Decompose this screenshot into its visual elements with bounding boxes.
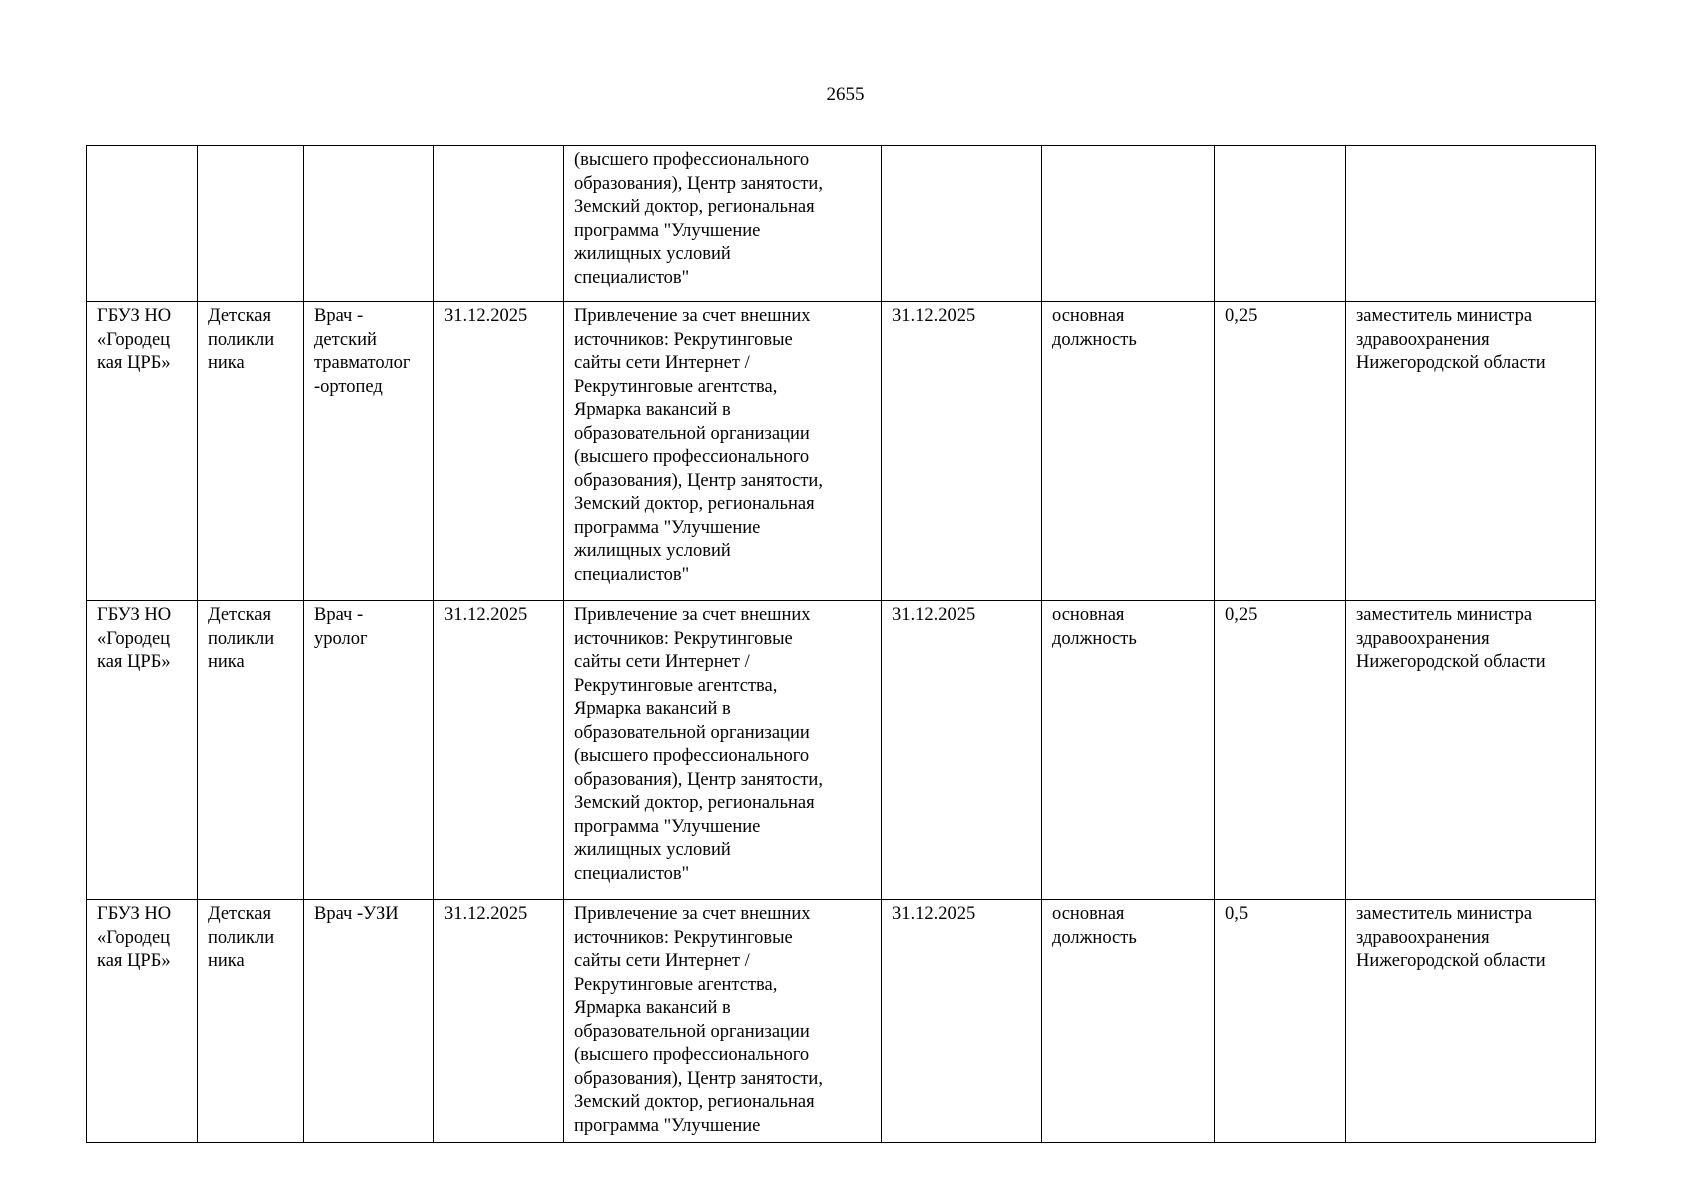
cell-deadline	[882, 146, 1042, 302]
cell-deadline: 31.12.2025	[882, 900, 1042, 1143]
cell-responsible: заместитель министра здравоохранения Нижегородской области	[1346, 302, 1596, 601]
cell-organization: ГБУЗ НО «Городец кая ЦРБ»	[87, 302, 198, 601]
page-number-text: 2655	[826, 84, 865, 105]
cell-organization	[87, 146, 198, 302]
cell-position: Врач -УЗИ	[304, 900, 434, 1143]
cell-responsible: заместитель министра здравоохранения Нижегородской области	[1346, 601, 1596, 900]
cell-deadline: 31.12.2025	[882, 601, 1042, 900]
cell-department	[198, 146, 304, 302]
cell-position	[304, 146, 434, 302]
cell-department: Детская поликли ника	[198, 900, 304, 1143]
cell-measures: (высшего профессионального образования), Центр занятости, Земский доктор, региональная программа "Улучшение жилищных условий специалистов"	[564, 146, 882, 302]
table-row	[87, 146, 1596, 302]
table-row	[87, 601, 1596, 900]
cell-rate: 0,25	[1215, 601, 1346, 900]
cell-rate: 0,5	[1215, 900, 1346, 1143]
table-row	[87, 302, 1596, 601]
cell-position: Врач - уролог	[304, 601, 434, 900]
cell-measures: Привлечение за счет внешних источников: Рекрутинговые сайты сети Интернет / Рекрутинговые агентства, Ярмарка вакансий в образовательной организации (высшего профессионального образования), Центр занятости, Земский доктор, региональная программа "Улучшение жилищных условий специалистов"	[564, 601, 882, 900]
cell-responsible	[1346, 146, 1596, 302]
cell-responsible: заместитель министра здравоохранения Нижегородской области	[1346, 900, 1596, 1143]
cell-position-type: основная должность	[1042, 302, 1215, 601]
cell-position: Врач - детский травматолог -ортопед	[304, 302, 434, 601]
cell-department: Детская поликли ника	[198, 302, 304, 601]
cell-position-type: основная должность	[1042, 601, 1215, 900]
cell-rate	[1215, 146, 1346, 302]
cell-deadline: 31.12.2025	[882, 302, 1042, 601]
cell-measures: Привлечение за счет внешних источников: Рекрутинговые сайты сети Интернет / Рекрутинговые агентства, Ярмарка вакансий в образовательной организации (высшего профессионального образования), Центр занятости, Земский доктор, региональная программа "Улучшение	[564, 900, 882, 1143]
cell-rate: 0,25	[1215, 302, 1346, 601]
cell-position-type	[1042, 146, 1215, 302]
cell-date: 31.12.2025	[434, 302, 564, 601]
table-row	[87, 900, 1596, 1143]
cell-date	[434, 146, 564, 302]
page-number	[0, 84, 1697, 106]
cell-date: 31.12.2025	[434, 601, 564, 900]
cell-organization: ГБУЗ НО «Городец кая ЦРБ»	[87, 900, 198, 1143]
cell-position-type: основная должность	[1042, 900, 1215, 1143]
cell-date: 31.12.2025	[434, 900, 564, 1143]
cell-organization: ГБУЗ НО «Городец кая ЦРБ»	[87, 601, 198, 900]
cell-department: Детская поликли ника	[198, 601, 304, 900]
cell-measures: Привлечение за счет внешних источников: Рекрутинговые сайты сети Интернет / Рекрутинговые агентства, Ярмарка вакансий в образовательной организации (высшего профессионального образования), Центр занятости, Земский доктор, региональная программа "Улучшение жилищных условий специалистов"	[564, 302, 882, 601]
vacancy-table	[86, 145, 1596, 1143]
